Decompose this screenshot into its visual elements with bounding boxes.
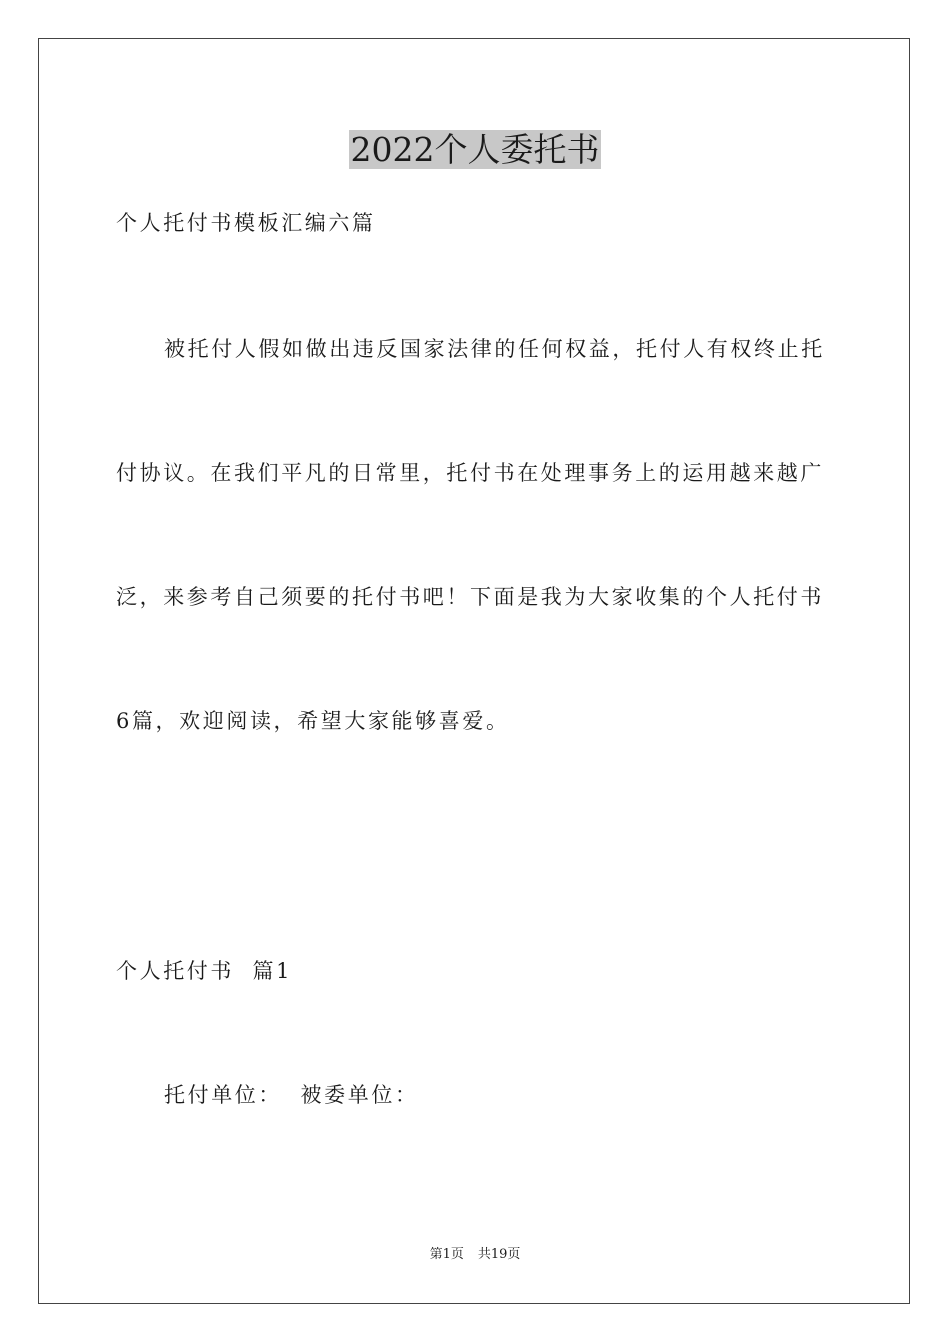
page-footer	[0, 1246, 950, 1264]
document-title	[0, 128, 950, 172]
document-subtitle: 个人托付书模板汇编六篇	[116, 211, 376, 235]
paragraph-line-3: 泛，来参考自己须要的托付书吧！下面是我为大家收集的个人托付书	[116, 585, 824, 609]
paragraph-line-1: 被托付人假如做出违反国家法律的任何权益，托付人有权终止托	[164, 337, 825, 361]
field-line: 托付单位： 被委单位：	[164, 1083, 419, 1107]
section-heading: 个人托付书 篇1	[116, 959, 293, 983]
page-number-current: 第1页	[429, 1247, 464, 1262]
paragraph-line-2: 付协议。在我们平凡的日常里，托付书在处理事务上的运用越来越广	[116, 461, 824, 485]
document-title-text: 2022个人委托书	[350, 130, 600, 169]
paragraph-line-4: 6篇，欢迎阅读，希望大家能够喜爱。	[116, 709, 510, 733]
page-number-total: 共19页	[477, 1247, 521, 1262]
